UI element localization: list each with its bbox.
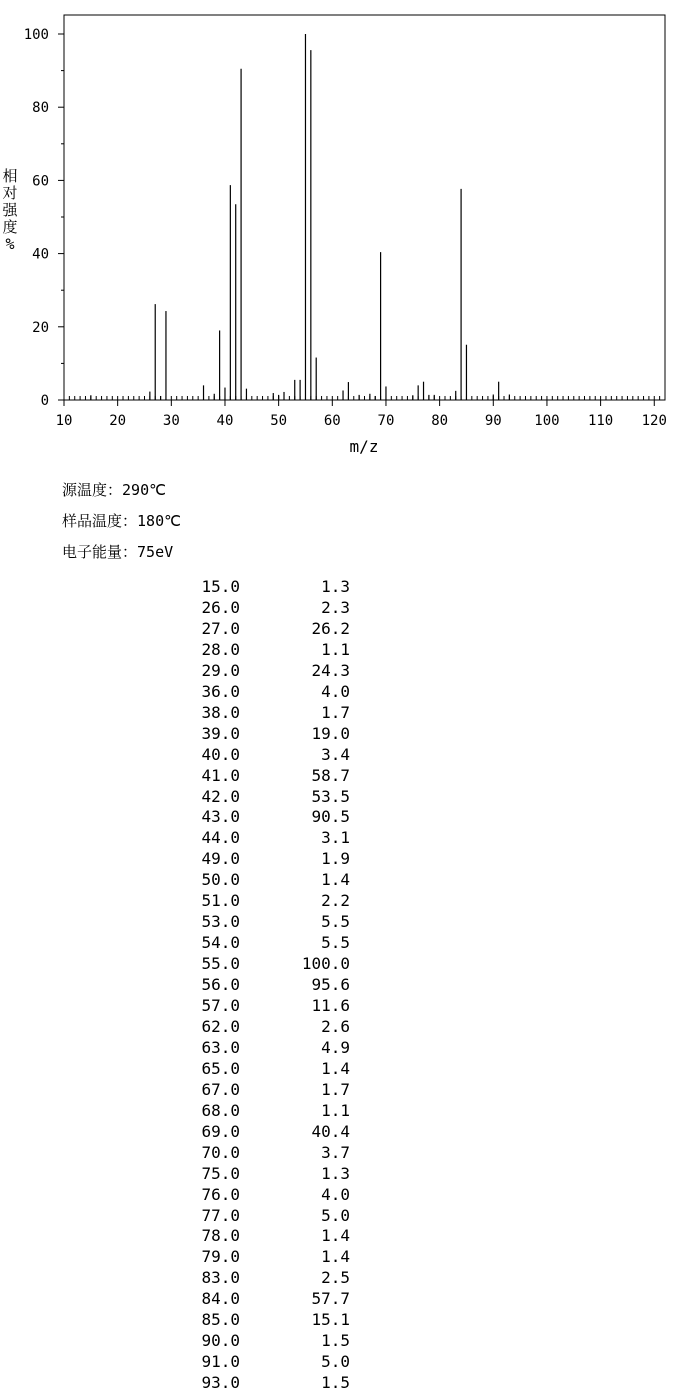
peak-intensity: 57.7 <box>311 1289 350 1309</box>
peak-mz: 65.0 <box>201 1058 240 1078</box>
sample-temperature-value: 180℃ <box>137 512 181 530</box>
peak-intensity: 5.5 <box>321 933 350 953</box>
peak-mz: 76.0 <box>201 1184 240 1204</box>
mass-spectrum-chart <box>0 0 680 470</box>
peak-mz: 91.0 <box>201 1352 240 1372</box>
peak-mz: 83.0 <box>201 1268 240 1288</box>
peak-intensity: 4.9 <box>321 1037 350 1057</box>
peak-intensity: 5.0 <box>321 1205 350 1225</box>
x-axis <box>56 400 667 429</box>
peak-intensity: 11.6 <box>311 996 350 1015</box>
peak-mz: 56.0 <box>201 975 240 995</box>
peak-mz: 27.0 <box>201 618 240 638</box>
peak-intensity: 5.0 <box>321 1352 350 1372</box>
peak-intensity: 53.5 <box>311 786 350 806</box>
peak-mz: 51.0 <box>201 891 240 911</box>
y-tick-label: 60 <box>32 173 49 190</box>
peak-intensity: 1.7 <box>321 1079 350 1099</box>
x-tick-label: 10 <box>55 413 73 429</box>
peak-intensity: 1.7 <box>321 702 350 722</box>
peak-mz: 75.0 <box>201 1163 240 1183</box>
peak-mz: 42.0 <box>201 786 240 806</box>
peak-mz: 62.0 <box>201 1016 240 1036</box>
x-minor-ticks <box>64 396 665 400</box>
x-tick-label: 110 <box>587 413 614 429</box>
peak-intensity: 3.4 <box>321 744 350 764</box>
peak-mz: 26.0 <box>201 597 240 617</box>
peak-mz: 77.0 <box>201 1205 240 1225</box>
y-tick-label: 40 <box>32 246 49 263</box>
peak-intensity: 2.2 <box>321 891 350 911</box>
peak-mz: 44.0 <box>201 828 240 848</box>
y-axis-label-char: % <box>5 235 15 253</box>
x-tick-label: 100 <box>534 413 560 429</box>
x-axis-label: m/z <box>349 437 379 456</box>
peak-mz: 40.0 <box>201 744 240 764</box>
peak-intensity: 5.5 <box>321 912 350 932</box>
peak-intensity: 15.1 <box>311 1310 350 1330</box>
source-temperature-value: 290℃ <box>122 481 166 499</box>
peak-mz: 15.0 <box>201 577 240 596</box>
x-tick-label: 70 <box>377 413 395 429</box>
peak-intensity: 1.1 <box>321 1100 350 1120</box>
peak-intensity: 1.5 <box>321 1331 350 1351</box>
peak-mz: 85.0 <box>201 1310 240 1330</box>
y-axis-label-char: 相 <box>2 167 18 185</box>
plot-frame <box>64 15 665 400</box>
peak-mz: 36.0 <box>201 681 240 701</box>
sample-temperature-label: 样品温度： <box>62 512 138 530</box>
x-tick-label: 20 <box>109 413 127 429</box>
peak-intensity: 90.5 <box>311 807 350 827</box>
x-tick-label: 80 <box>431 413 449 429</box>
peak-mz: 39.0 <box>201 723 240 743</box>
peak-intensity: 1.9 <box>321 849 350 869</box>
x-tick-label: 90 <box>484 413 502 429</box>
peak-mz: 67.0 <box>201 1079 240 1099</box>
peak-intensity: 3.1 <box>321 828 350 848</box>
peak-intensity: 1.4 <box>321 1058 350 1078</box>
peak-intensity: 1.4 <box>321 1247 350 1267</box>
peak-mz: 28.0 <box>201 639 240 659</box>
peak-mz: 63.0 <box>201 1037 240 1057</box>
peak-intensity: 4.0 <box>321 681 350 701</box>
peak-mz: 53.0 <box>201 912 240 932</box>
peak-intensity: 58.7 <box>311 765 350 785</box>
peak-intensity: 1.5 <box>321 1373 350 1393</box>
source-temperature-label: 源温度： <box>62 481 123 499</box>
y-tick-label: 80 <box>32 100 49 117</box>
peak-mz: 38.0 <box>201 702 240 722</box>
y-tick-label: 100 <box>23 27 49 43</box>
peak-intensity: 40.4 <box>311 1121 350 1141</box>
peak-intensity: 1.3 <box>321 577 350 596</box>
y-axis-label-char: 强 <box>2 201 18 219</box>
y-tick-label: 20 <box>32 319 49 336</box>
peak-intensity: 4.0 <box>321 1184 350 1204</box>
y-axis <box>24 27 64 409</box>
peak-mz: 29.0 <box>201 660 240 680</box>
y-axis-label <box>2 167 18 253</box>
peak-intensity: 95.6 <box>311 975 350 995</box>
peak-mz: 50.0 <box>201 870 240 890</box>
peak-mz: 57.0 <box>201 996 240 1015</box>
peak-intensity: 1.1 <box>321 639 350 659</box>
electron-energy-value: 75eV <box>137 543 174 561</box>
peak-mz: 69.0 <box>201 1121 240 1141</box>
peak-mz: 68.0 <box>201 1100 240 1120</box>
x-tick-label: 120 <box>641 413 667 429</box>
peak-intensity: 1.4 <box>321 1226 350 1246</box>
peak-intensity: 3.7 <box>321 1142 350 1162</box>
peak-mz: 54.0 <box>201 933 240 953</box>
spectrum-peaks <box>91 34 510 400</box>
peak-intensity: 26.2 <box>311 618 350 638</box>
peak-mz: 79.0 <box>201 1247 240 1267</box>
x-tick-label: 40 <box>216 413 234 429</box>
peak-mz: 90.0 <box>201 1331 240 1351</box>
y-axis-label-char: 度 <box>2 218 18 236</box>
peak-mz: 70.0 <box>201 1142 240 1162</box>
electron-energy-label: 电子能量： <box>62 543 138 561</box>
source-temperature <box>62 479 166 500</box>
peak-intensity: 2.6 <box>321 1016 350 1036</box>
peak-mz: 41.0 <box>201 765 240 785</box>
peak-mz: 43.0 <box>201 807 240 827</box>
peak-mz: 84.0 <box>201 1289 240 1309</box>
peak-intensity: 1.4 <box>321 870 350 890</box>
electron-energy <box>62 541 173 562</box>
sample-temperature <box>62 510 181 531</box>
y-tick-label: 0 <box>40 393 49 409</box>
peak-mz: 93.0 <box>201 1373 240 1393</box>
peak-mz: 55.0 <box>201 954 240 974</box>
x-tick-label: 50 <box>270 413 288 429</box>
x-tick-label: 60 <box>323 413 341 429</box>
peak-mz: 49.0 <box>201 849 240 869</box>
peak-intensity: 19.0 <box>311 723 350 743</box>
x-tick-label: 30 <box>162 413 180 429</box>
peak-mz: 78.0 <box>201 1226 240 1246</box>
peak-intensity: 100.0 <box>301 954 350 974</box>
y-axis-label-char: 对 <box>2 184 18 202</box>
peak-intensity: 2.3 <box>321 597 350 617</box>
peak-intensity: 2.5 <box>321 1268 350 1288</box>
peak-intensity: 1.3 <box>321 1163 350 1183</box>
peak-intensity: 24.3 <box>311 660 350 680</box>
